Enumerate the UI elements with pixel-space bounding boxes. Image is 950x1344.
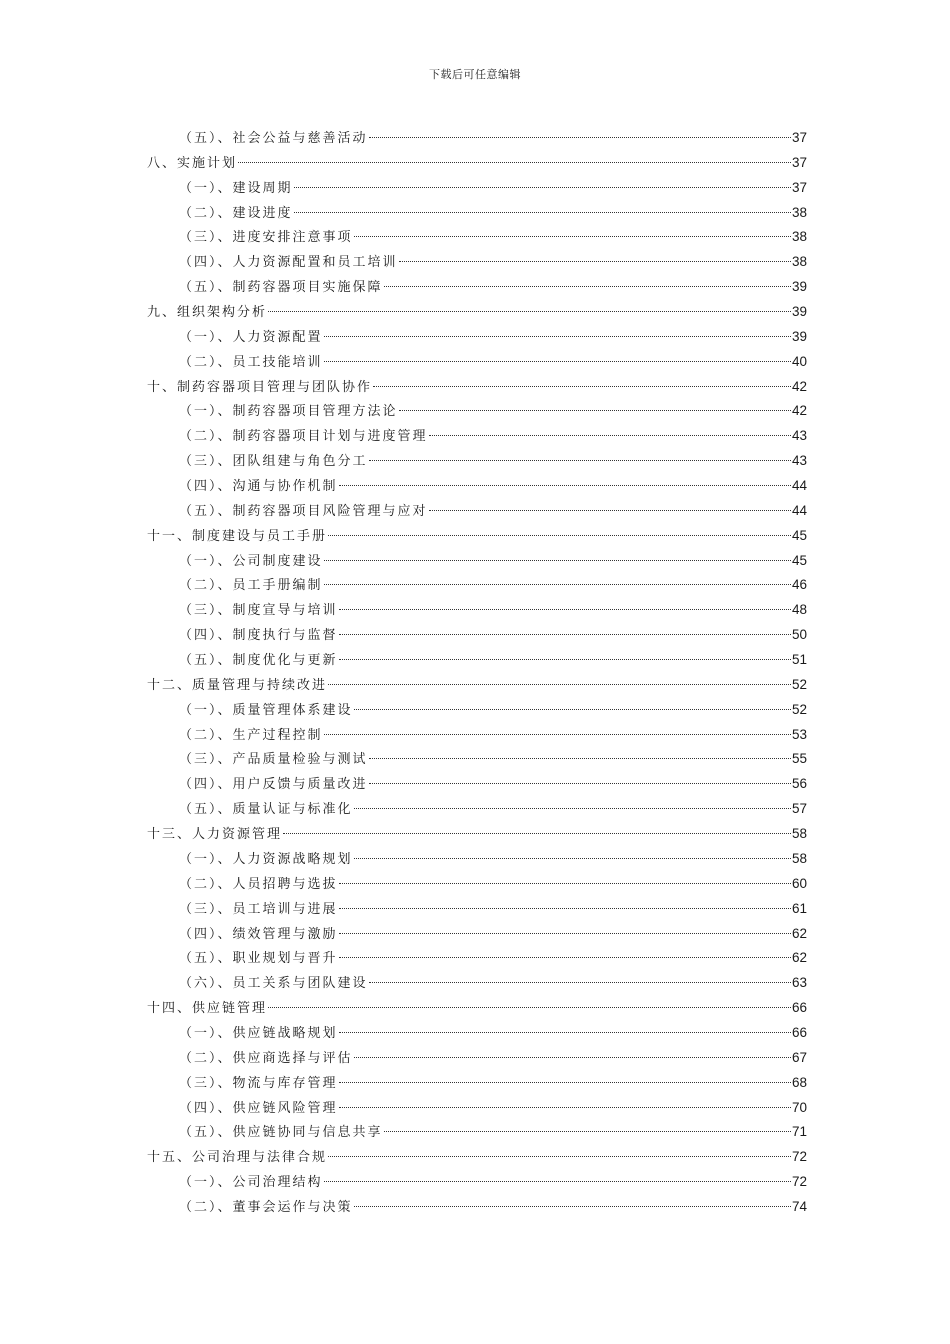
toc-page-number: 62 — [791, 950, 807, 966]
toc-chapter-entry[interactable] — [0, 996, 950, 1021]
toc-section-entry[interactable] — [0, 350, 950, 375]
toc-entry-title: （四）、沟通与协作机制 — [179, 479, 338, 495]
toc-entry-title: （四）、用户反馈与质量改进 — [179, 777, 368, 793]
toc-page-number: 43 — [791, 428, 807, 444]
toc-dot-leader — [339, 485, 791, 486]
toc-page-number: 62 — [791, 925, 807, 941]
toc-dot-leader — [324, 584, 791, 585]
toc-entry-title: （二）、建设进度 — [179, 205, 293, 221]
toc-page-number: 60 — [791, 875, 807, 891]
toc-page-number: 38 — [791, 204, 807, 220]
toc-section-entry[interactable] — [0, 1096, 950, 1121]
toc-dot-leader — [339, 609, 791, 610]
toc-dot-leader — [373, 386, 791, 387]
toc-dot-leader — [399, 410, 791, 411]
toc-entry-title: 十一、制度建设与员工手册 — [147, 528, 328, 544]
toc-page-number: 74 — [791, 1198, 807, 1214]
toc-dot-leader — [354, 709, 791, 710]
toc-section-entry[interactable] — [0, 424, 950, 449]
toc-entry-title: （四）、供应链风险管理 — [179, 1100, 338, 1116]
toc-section-entry[interactable] — [0, 1170, 950, 1195]
toc-section-entry[interactable] — [0, 971, 950, 996]
toc-section-entry[interactable] — [0, 250, 950, 275]
toc-dot-leader — [339, 883, 791, 884]
toc-page-number: 50 — [791, 627, 807, 643]
toc-chapter-entry[interactable] — [0, 375, 950, 400]
toc-entry-title: （四）、制度执行与监督 — [179, 628, 338, 644]
toc-section-entry[interactable] — [0, 325, 950, 350]
toc-page-number: 51 — [791, 652, 807, 668]
toc-dot-leader — [238, 162, 791, 163]
toc-page-number: 39 — [791, 328, 807, 344]
toc-entry-title: （五）、社会公益与慈善活动 — [179, 131, 368, 146]
toc-dot-leader — [369, 137, 791, 138]
toc-section-entry[interactable] — [0, 201, 950, 226]
toc-section-entry[interactable] — [0, 275, 950, 300]
toc-section-entry[interactable] — [0, 474, 950, 499]
toc-page-number: 46 — [791, 577, 807, 593]
toc-page-number: 42 — [791, 378, 807, 394]
toc-section-entry[interactable] — [0, 922, 950, 947]
toc-entry-title: 九、组织架构分析 — [147, 305, 268, 321]
toc-entry-title: （一）、公司制度建设 — [179, 553, 323, 569]
toc-section-entry[interactable] — [0, 176, 950, 201]
toc-chapter-entry[interactable] — [0, 673, 950, 698]
toc-dot-leader — [294, 212, 791, 213]
toc-chapter-entry[interactable] — [0, 524, 950, 549]
toc-section-entry[interactable] — [0, 399, 950, 424]
toc-page-number: 39 — [791, 279, 807, 295]
toc-section-entry[interactable] — [0, 946, 950, 971]
toc-entry-title: （三）、产品质量检验与测试 — [179, 752, 368, 768]
toc-dot-leader — [369, 460, 791, 461]
toc-section-entry[interactable] — [0, 549, 950, 574]
toc-dot-leader — [339, 1032, 791, 1033]
toc-entry-title: （二）、供应商选择与评估 — [179, 1050, 353, 1066]
toc-entry-title: （一）、建设周期 — [179, 180, 293, 196]
toc-page-number: 43 — [791, 453, 807, 469]
toc-section-entry[interactable] — [0, 598, 950, 623]
toc-entry-title: （四）、人力资源配置和员工培训 — [179, 255, 398, 271]
toc-entry-title: （五）、制药容器项目风险管理与应对 — [179, 503, 428, 519]
toc-dot-leader — [339, 1107, 791, 1108]
toc-section-entry[interactable] — [0, 1046, 950, 1071]
toc-dot-leader — [283, 833, 791, 834]
toc-section-entry[interactable] — [0, 1071, 950, 1096]
toc-page-number: 42 — [791, 403, 807, 419]
toc-page-number: 37 — [791, 179, 807, 195]
toc-page-number: 44 — [791, 502, 807, 518]
toc-dot-leader — [324, 361, 791, 362]
toc-chapter-entry[interactable] — [0, 151, 950, 176]
toc-dot-leader — [324, 734, 791, 735]
toc-section-entry[interactable] — [0, 698, 950, 723]
toc-entry-title: （二）、董事会运作与决策 — [179, 1199, 353, 1215]
toc-dot-leader — [324, 1181, 791, 1182]
toc-section-entry[interactable] — [0, 847, 950, 872]
toc-dot-leader — [354, 1057, 791, 1058]
toc-dot-leader — [429, 435, 791, 436]
toc-dot-leader — [429, 510, 791, 511]
toc-page-number: 57 — [791, 801, 807, 817]
toc-page-number: 55 — [791, 751, 807, 767]
toc-entry-title: （三）、团队组建与角色分工 — [179, 454, 368, 470]
toc-dot-leader — [328, 1156, 791, 1157]
toc-page-number: 70 — [791, 1099, 807, 1115]
toc-entry-title: （三）、员工培训与进展 — [179, 901, 338, 917]
page-header: 下载后可任意编辑 — [429, 68, 521, 81]
toc-entry-title: （一）、人力资源配置 — [179, 329, 323, 345]
toc-dot-leader — [339, 659, 791, 660]
toc-page-number: 72 — [791, 1174, 807, 1190]
toc-page-number: 52 — [791, 701, 807, 717]
toc-entry-title: （二）、制药容器项目计划与进度管理 — [179, 429, 428, 445]
toc-dot-leader — [354, 808, 791, 809]
toc-section-entry[interactable] — [0, 872, 950, 897]
toc-entry-title: 十三、人力资源管理 — [147, 827, 283, 843]
toc-dot-leader — [354, 858, 791, 859]
toc-dot-leader — [324, 336, 791, 337]
toc-section-entry[interactable] — [0, 897, 950, 922]
toc-entry-title: 十四、供应链管理 — [147, 1001, 268, 1017]
toc-entry-title: （一）、质量管理体系建设 — [179, 702, 353, 718]
toc-entry-title: （二）、生产过程控制 — [179, 727, 323, 743]
toc-section-entry[interactable] — [0, 126, 950, 151]
toc-page-number: 61 — [791, 900, 807, 916]
toc-entry-title: （四）、绩效管理与激励 — [179, 926, 338, 942]
toc-entry-title: （二）、员工手册编制 — [179, 578, 323, 594]
toc-entry-title: 十五、公司治理与法律合规 — [147, 1150, 328, 1166]
toc-section-entry[interactable] — [0, 723, 950, 748]
toc-chapter-entry[interactable] — [0, 300, 950, 325]
toc-entry-title: （一）、人力资源战略规划 — [179, 851, 353, 867]
toc-page-number: 68 — [791, 1074, 807, 1090]
toc-page-number: 39 — [791, 304, 807, 320]
toc-page-number: 45 — [791, 527, 807, 543]
toc-dot-leader — [268, 1007, 791, 1008]
toc-entry-title: （五）、质量认证与标准化 — [179, 802, 353, 818]
toc-section-entry[interactable] — [0, 1195, 950, 1220]
toc-section-entry[interactable] — [0, 449, 950, 474]
toc-entry-title: （三）、物流与库存管理 — [179, 1075, 338, 1091]
toc-chapter-entry[interactable] — [0, 822, 950, 847]
toc-entry-title: （二）、员工技能培训 — [179, 354, 323, 370]
toc-dot-leader — [369, 758, 791, 759]
toc-entry-title: 十、制药容器项目管理与团队协作 — [147, 379, 373, 395]
toc-section-entry[interactable] — [0, 797, 950, 822]
toc-chapter-entry[interactable] — [0, 1145, 950, 1170]
toc-page-number: 37 — [791, 130, 807, 145]
toc-page-number: 53 — [791, 726, 807, 742]
toc-entry-title: （五）、供应链协同与信息共享 — [179, 1125, 383, 1141]
toc-page-number: 63 — [791, 975, 807, 991]
toc-dot-leader — [399, 261, 791, 262]
toc-dot-leader — [339, 933, 791, 934]
toc-page-number: 48 — [791, 602, 807, 618]
toc-page-number: 45 — [791, 552, 807, 568]
toc-dot-leader — [328, 535, 791, 536]
toc-dot-leader — [369, 982, 791, 983]
toc-entry-title: （一）、制药容器项目管理方法论 — [179, 404, 398, 420]
toc-dot-leader — [384, 286, 791, 287]
toc-entry-title: （二）、人员招聘与选拔 — [179, 876, 338, 892]
toc-page-number: 52 — [791, 676, 807, 692]
toc-dot-leader — [294, 187, 791, 188]
toc-dot-leader — [354, 236, 791, 237]
toc-section-entry[interactable] — [0, 1120, 950, 1145]
toc-entry-title: 十二、质量管理与持续改进 — [147, 677, 328, 693]
toc-dot-leader — [369, 783, 791, 784]
toc-entry-title: （六）、员工关系与团队建设 — [179, 976, 368, 992]
toc-entry-title: （三）、进度安排注意事项 — [179, 230, 353, 246]
toc-page-number: 58 — [791, 826, 807, 842]
toc-section-entry[interactable] — [0, 747, 950, 772]
toc-page-number: 38 — [791, 229, 807, 245]
toc-page-number: 58 — [791, 850, 807, 866]
toc-section-entry[interactable] — [0, 499, 950, 524]
toc-page-number: 66 — [791, 1024, 807, 1040]
toc-entry-title: （五）、职业规划与晋升 — [179, 951, 338, 967]
toc-section-entry[interactable] — [0, 1021, 950, 1046]
toc-entry-title: （五）、制度优化与更新 — [179, 653, 338, 669]
toc-dot-leader — [339, 957, 791, 958]
toc-dot-leader — [328, 684, 791, 685]
toc-section-entry[interactable] — [0, 648, 950, 673]
table-of-contents — [0, 126, 950, 1220]
toc-dot-leader — [324, 560, 791, 561]
toc-page-number: 44 — [791, 478, 807, 494]
toc-entry-title: （三）、制度宣导与培训 — [179, 603, 338, 619]
toc-entry-title: 八、实施计划 — [147, 155, 238, 171]
toc-page-number: 38 — [791, 254, 807, 270]
toc-entry-title: （五）、制药容器项目实施保障 — [179, 280, 383, 296]
toc-page-number: 72 — [791, 1149, 807, 1165]
toc-section-entry[interactable] — [0, 573, 950, 598]
toc-page-number: 40 — [791, 353, 807, 369]
toc-section-entry[interactable] — [0, 623, 950, 648]
toc-dot-leader — [384, 1131, 791, 1132]
toc-page-number: 66 — [791, 1000, 807, 1016]
toc-entry-title: （一）、公司治理结构 — [179, 1175, 323, 1191]
toc-dot-leader — [339, 634, 791, 635]
toc-dot-leader — [339, 908, 791, 909]
toc-page-number: 37 — [791, 154, 807, 170]
toc-dot-leader — [339, 1082, 791, 1083]
toc-dot-leader — [268, 311, 791, 312]
toc-page-number: 71 — [791, 1124, 807, 1140]
toc-dot-leader — [354, 1206, 791, 1207]
toc-page-number: 56 — [791, 776, 807, 792]
toc-entry-title: （一）、供应链战略规划 — [179, 1025, 338, 1041]
toc-page-number: 67 — [791, 1049, 807, 1065]
toc-section-entry[interactable] — [0, 772, 950, 797]
toc-section-entry[interactable] — [0, 225, 950, 250]
